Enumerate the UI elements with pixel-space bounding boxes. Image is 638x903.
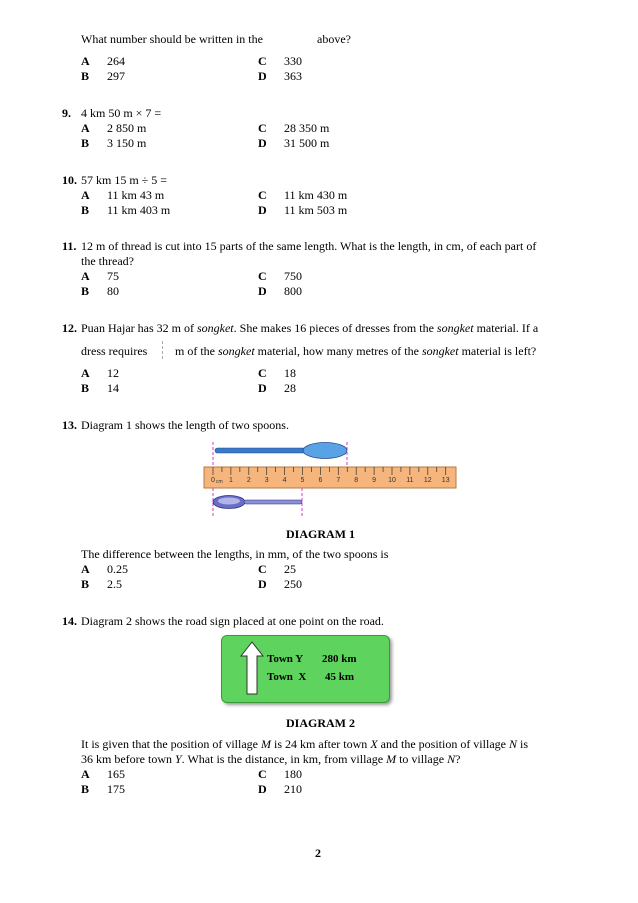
q12-option-d: 28 — [284, 381, 296, 395]
q14-option-d-letter: D — [258, 782, 267, 796]
q9-option-a-letter: A — [81, 121, 90, 135]
q10-option-d: 11 km 503 m — [284, 203, 348, 217]
q12-option-a-letter: A — [81, 366, 90, 380]
sign-row1-town: Town Y — [267, 653, 304, 665]
q10-number: 10. — [62, 173, 77, 187]
q9-number: 9. — [62, 106, 71, 120]
ruler-tick-label: 3 — [264, 477, 269, 484]
q13-option-a: 0.25 — [107, 562, 128, 576]
ruler-tick-label: 13 — [441, 477, 450, 484]
ruler-unit-label: cm — [216, 479, 223, 485]
q13-option-c-letter: C — [258, 562, 267, 576]
q12-stem-line2-start: dress requires — [81, 344, 148, 358]
short-spoon — [213, 496, 302, 509]
sign-row2-distance: 45 km — [325, 671, 355, 683]
q9-option-b-letter: B — [81, 136, 90, 150]
q11-option-b-letter: B — [81, 284, 90, 298]
page-number: 2 — [315, 846, 321, 860]
q14-number: 14. — [62, 614, 77, 628]
ruler-tick-label: 11 — [406, 477, 414, 484]
q14-option-b-letter: B — [81, 782, 90, 796]
sign-row1-distance: 280 km — [322, 653, 357, 665]
q14-question-line2: 36 km before town Y. What is the distance, in km, from village M to village N? — [81, 752, 461, 766]
ruler-tick-label: 7 — [336, 477, 341, 484]
q13-option-d-letter: D — [258, 577, 267, 591]
q13-question: The difference between the lengths, in mm, of the two spoons is — [81, 547, 389, 561]
long-spoon — [215, 443, 347, 459]
q14-option-b: 175 — [107, 782, 125, 796]
ruler-tick-label: 1 — [228, 477, 233, 484]
q13-option-a-letter: A — [81, 562, 90, 576]
q14-option-d: 210 — [284, 782, 302, 796]
q11-option-d: 800 — [284, 284, 302, 298]
q11-stem-line2: the thread? — [81, 254, 134, 268]
q9-option-c: 28 350 m — [284, 121, 330, 135]
q14-option-a-letter: A — [81, 767, 90, 781]
q13-stem: Diagram 1 shows the length of two spoons. — [81, 418, 289, 432]
q11-number: 11. — [62, 239, 77, 253]
spoons-ruler-diagram — [200, 438, 460, 523]
q12-fraction-placeholder — [162, 341, 164, 359]
q13-option-b-letter: B — [81, 577, 90, 591]
q12-option-b-letter: B — [81, 381, 90, 395]
sign-row2-town: Town X — [267, 671, 307, 683]
q9-option-b: 3 150 m — [107, 136, 147, 150]
q14-option-c: 180 — [284, 767, 302, 781]
q13-option-b: 2.5 — [107, 577, 122, 591]
q8-option-c: 330 — [284, 54, 302, 68]
q9-option-d: 31 500 m — [284, 136, 330, 150]
q12-option-c: 18 — [284, 366, 296, 380]
q9-option-a: 2 850 m — [107, 121, 147, 135]
q10-option-b-letter: B — [81, 203, 90, 217]
q12-option-a: 12 — [107, 366, 119, 380]
q8-stem-start: What number should be written in the — [81, 32, 263, 46]
ruler-tick-label: 4 — [282, 477, 287, 484]
q13-option-d: 250 — [284, 577, 302, 591]
q14-option-a: 165 — [107, 767, 125, 781]
q14-stem: Diagram 2 shows the road sign placed at one point on the road. — [81, 614, 384, 628]
q8-option-b-letter: B — [81, 69, 90, 83]
q8-option-a-letter: A — [81, 54, 90, 68]
q10-option-b: 11 km 403 m — [107, 203, 171, 217]
q9-option-c-letter: C — [258, 121, 267, 135]
q10-option-c-letter: C — [258, 188, 267, 202]
ruler-tick-label: 5 — [300, 477, 305, 484]
diagram-1-caption: DIAGRAM 1 — [286, 527, 355, 541]
q14-option-c-letter: C — [258, 767, 267, 781]
q11-option-a-letter: A — [81, 269, 90, 283]
q11-option-c: 750 — [284, 269, 302, 283]
q8-option-a: 264 — [107, 54, 125, 68]
q9-stem: 4 km 50 m × 7 = — [81, 106, 162, 120]
q12-option-d-letter: D — [258, 381, 267, 395]
q14-question-line1: It is given that the position of village M is 24 km after town X and the position of village N is — [81, 737, 528, 751]
ruler-tick-label: 12 — [423, 477, 432, 484]
q11-option-b: 80 — [107, 284, 119, 298]
q11-option-d-letter: D — [258, 284, 267, 298]
q11-option-c-letter: C — [258, 269, 267, 283]
ruler-tick-label: 6 — [318, 477, 323, 484]
ruler-zero-label: 0 — [211, 477, 215, 484]
ruler — [204, 467, 456, 488]
q12-option-b: 14 — [107, 381, 119, 395]
q10-option-c: 11 km 430 m — [284, 188, 348, 202]
q12-stem-line1: Puan Hajar has 32 m of songket. She makes 16 pieces of dresses from the songket material. If a — [81, 321, 539, 335]
q8-stem-end: above? — [317, 32, 351, 46]
q8-option-c-letter: C — [258, 54, 267, 68]
q13-option-c: 25 — [284, 562, 296, 576]
q13-number: 13. — [62, 418, 77, 432]
q11-option-a: 75 — [107, 269, 119, 283]
q8-option-d-letter: D — [258, 69, 267, 83]
q9-option-d-letter: D — [258, 136, 267, 150]
q10-option-a-letter: A — [81, 188, 90, 202]
q8-option-b: 297 — [107, 69, 125, 83]
q10-option-d-letter: D — [258, 203, 267, 217]
ruler-tick-label: 8 — [354, 477, 359, 484]
ruler-tick-label: 9 — [372, 477, 377, 484]
ruler-tick-label: 2 — [246, 477, 251, 484]
q11-stem-line1: 12 m of thread is cut into 15 parts of the same length. What is the length, in cm, of each part of — [81, 239, 537, 253]
ruler-tick-label: 10 — [388, 477, 396, 484]
q10-stem: 57 km 15 m ÷ 5 = — [81, 173, 168, 187]
up-arrow-icon — [240, 641, 264, 695]
q12-option-c-letter: C — [258, 366, 267, 380]
q12-stem-line2-end: m of the songket material, how many metres of the songket material is left? — [175, 344, 537, 358]
q12-number: 12. — [62, 321, 77, 335]
q10-option-a: 11 km 43 m — [107, 188, 165, 202]
diagram-2-caption: DIAGRAM 2 — [286, 716, 355, 730]
q8-option-d: 363 — [284, 69, 302, 83]
